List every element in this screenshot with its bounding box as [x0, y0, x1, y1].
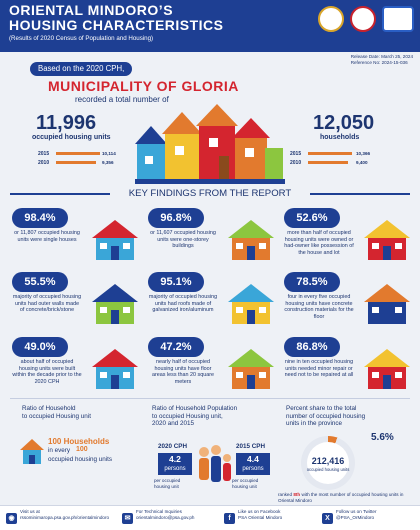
house-construction-icon	[86, 343, 144, 393]
finding-percent: 55.5%	[12, 272, 68, 292]
ratio-population-title-2: to occupied Housing unit,	[152, 412, 223, 420]
finding-percent: 78.5%	[284, 272, 340, 292]
finding-percent: 98.4%	[12, 208, 68, 228]
ratio-population-title	[152, 405, 237, 428]
persons-2015-label: per occupied housing unit	[232, 478, 259, 489]
share-title-3: units in the province	[286, 420, 343, 428]
finding-percent: 47.2%	[148, 337, 204, 357]
philippine-seal-logo	[350, 6, 376, 32]
municipality-name: MUNICIPALITY OF GLORIA	[48, 78, 239, 94]
logos	[318, 6, 414, 32]
share-title	[286, 405, 416, 428]
finding-text: nearly half of occupied housing units have floor areas less than 20 square meters	[151, 359, 215, 385]
floor-area-icon	[222, 343, 280, 393]
header-banner	[0, 0, 420, 52]
finding-card	[284, 272, 420, 338]
fb-label: Like us on Facebook	[238, 509, 281, 514]
finding-text: majority of occupied housing units had outer walls made of concrete/brick/stone	[12, 294, 82, 314]
finding-card	[148, 272, 284, 338]
facebook-block[interactable]	[238, 509, 282, 521]
brick-wall-icon	[86, 278, 144, 328]
psa-seal-logo	[318, 6, 344, 32]
tech-label: For Technical Inquiries	[136, 509, 182, 514]
x-name[interactable]: @PSA_OrMindoro	[336, 515, 375, 520]
census-2020-logo	[382, 6, 414, 32]
year-2020-label: 2020 CPH	[158, 443, 188, 450]
finding-card	[148, 208, 284, 274]
households-label: households	[320, 134, 360, 141]
persons-2020-label: per occupied housing unit	[154, 478, 181, 489]
storefront-icon	[222, 214, 280, 264]
hh-bar-2010	[308, 161, 348, 164]
family-house-icon	[18, 436, 46, 466]
hu-year-2015: 2015	[38, 151, 50, 157]
visit-url[interactable]: rssominimaropa.psa.gov.ph/orientalmindoro	[20, 515, 110, 520]
hh-year-2010: 2010	[290, 160, 302, 166]
finding-card	[148, 337, 284, 403]
persons-2015-value: 4.4	[247, 454, 259, 464]
province-total: 212,416	[311, 456, 345, 466]
ratio-household-title	[22, 405, 91, 420]
ranked-rank: 8th	[293, 492, 301, 497]
repair-icon	[358, 343, 416, 393]
every-hundred-number: 100	[76, 446, 88, 453]
footer	[0, 505, 420, 530]
mail-icon: ✉	[122, 513, 133, 524]
globe-icon: ◉	[6, 513, 17, 524]
hh-value-2015: 10,366	[356, 151, 371, 156]
release-info	[351, 54, 413, 66]
finding-percent: 95.1%	[148, 272, 204, 292]
finding-text: or 11,607 occupied housing units were one-storey buildings	[150, 230, 216, 250]
occupied-housing-units-text: occupied housing units	[48, 456, 113, 463]
reference-no: Reference No: 2024-15-036	[350, 60, 408, 65]
share-percent: 5.6%	[371, 432, 394, 443]
hh-value-2010: 9,400	[356, 160, 368, 165]
hu-value-2015: 10,114	[102, 151, 116, 156]
hu-value-2010: 9,356	[102, 160, 114, 165]
share-title-2: number of occupied housing	[286, 412, 366, 420]
finding-card	[284, 208, 420, 274]
finding-percent: 86.8%	[284, 337, 340, 357]
x-label: Follow us on Twitter	[336, 509, 377, 514]
finding-percent: 96.8%	[148, 208, 204, 228]
housing-units-label: occupied housing units	[32, 134, 111, 141]
finding-text: or 11,807 occupied housing units were single houses	[14, 230, 80, 243]
facebook-icon: f	[224, 513, 235, 524]
persons-2015-box	[236, 453, 270, 475]
finding-percent: 49.0%	[12, 337, 68, 357]
ratio-population-title-1: Ratio of Household Population	[152, 405, 238, 412]
x-twitter-icon: X	[322, 513, 333, 524]
fb-name[interactable]: PSA Oriental Mindoro	[238, 515, 283, 520]
hundred-households: 100 Households	[48, 437, 110, 446]
twitter-block[interactable]	[336, 509, 377, 521]
bottom-separator	[10, 398, 410, 399]
hh-year-2015: 2015	[290, 151, 302, 157]
finding-text: four in every five occupied housing units have concrete construction materials for the floor	[284, 294, 354, 320]
visit-block[interactable]	[20, 509, 109, 521]
finding-card	[12, 272, 148, 338]
tech-block[interactable]	[136, 509, 194, 521]
hu-year-2010: 2010	[38, 160, 50, 166]
visit-label: Visit us at	[20, 509, 40, 514]
housing-units-count: 11,996	[36, 112, 97, 134]
finding-card	[284, 337, 420, 403]
title-line-2: HOUSING CHARACTERISTICS	[9, 17, 224, 33]
households-count: 12,050	[313, 112, 375, 134]
ratio-household-title-2: to occupied Housing unit	[22, 412, 91, 420]
ranked-post: with the most number of occupied housing units in Oriental Mindoro	[278, 492, 404, 503]
year-2015-label: 2015 CPH	[236, 443, 266, 450]
house-icon	[86, 214, 144, 264]
finding-text: nine in ten occupied housing units needed minor repair or need not to be repaired at all	[284, 359, 354, 379]
based-on-pill: Based on the 2020 CPH,	[30, 62, 132, 76]
finding-text: more than half of occupied housing units were owned or had-owner like possession of the house and lot	[284, 230, 354, 256]
key-handover-icon	[358, 214, 416, 264]
persons-2020-value: 4.2	[169, 454, 181, 464]
persons-2015-unit: persons	[242, 466, 264, 472]
ratio-population-title-3: 2020 and 2015	[152, 420, 195, 428]
colorful-houses-illustration	[135, 102, 285, 184]
ratio-household-title-1: Ratio of Household	[22, 405, 76, 412]
persons-2020-unit: persons	[164, 466, 186, 472]
finding-card	[12, 337, 148, 403]
finding-text: majority of occupied housing units had roofs made of galvanized iron/aluminum	[148, 294, 218, 314]
persons-2020-box	[158, 453, 192, 475]
finding-text: about half of occupied housing units were built within the decade prior to the 2020 CPH	[12, 359, 82, 385]
in-every-text: in every	[48, 447, 71, 454]
title-line-1: ORIENTAL MINDORO’S	[9, 2, 174, 18]
finding-percent: 52.6%	[284, 208, 340, 228]
ranked-text	[278, 492, 418, 503]
finding-card	[12, 208, 148, 274]
roof-icon	[222, 278, 280, 328]
share-title-1: Percent share to the total	[286, 405, 357, 412]
tech-email[interactable]: orientalmindoro@psa.gov.ph	[136, 515, 195, 520]
ranked-pre: ranked	[278, 492, 293, 497]
subtitle: (Results of 2020 Census of Population and Housing)	[9, 35, 154, 42]
family-people-icon	[196, 444, 234, 490]
province-total-label: occupied housing units	[306, 467, 350, 472]
floor-tiles-icon	[358, 278, 416, 328]
hu-bar-2015	[56, 152, 100, 155]
key-findings-title: KEY FINDINGS FROM THE REPORT	[110, 186, 310, 201]
release-date: Release Date: March 25, 2024	[350, 54, 413, 59]
hh-bar-2015	[308, 152, 352, 155]
recorded-text: recorded a total number of	[75, 95, 169, 104]
hu-bar-2010	[56, 161, 96, 164]
